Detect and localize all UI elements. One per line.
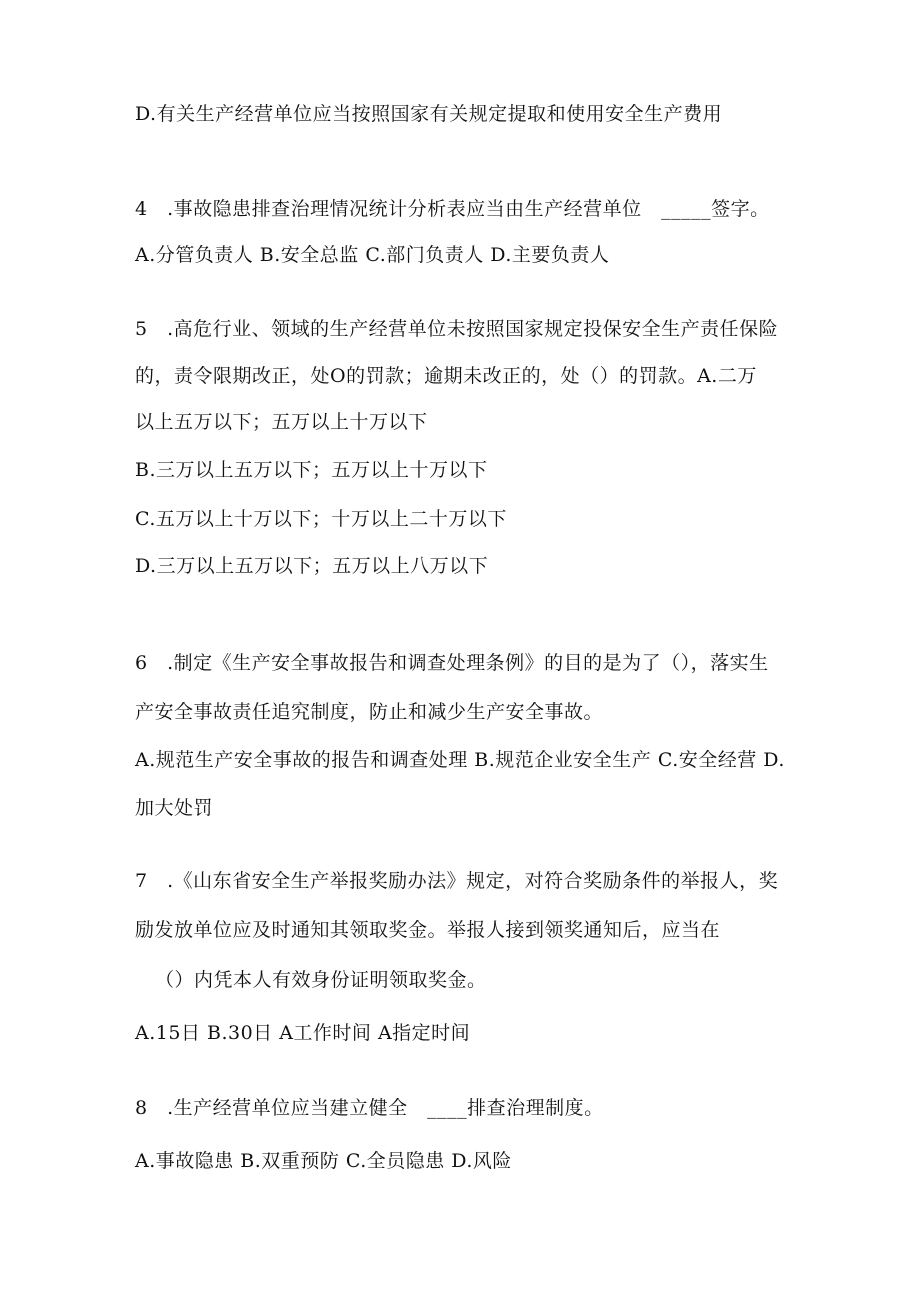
q7-options: A.15日 B.30日 A工作时间 A指定时间: [135, 1022, 471, 1044]
q6-options-line-2: 加大处罚: [135, 797, 214, 819]
q3-option-d: D.有关生产经营单位应当按照国家有关规定提取和使用安全生产费用: [135, 103, 723, 125]
q7-question-line-1: 7 .《山东省安全生产举报奖励办法》规定，对符合奖励条件的举报人，奖: [135, 870, 779, 892]
q6-options-line-1: A.规范生产安全事故的报告和调查处理 B.规范企业安全生产 C.安全经营 D.: [135, 749, 785, 771]
q8-options: A.事故隐患 B.双重预防 C.全员隐患 D.风险: [135, 1150, 512, 1172]
q4-question: 4 .事故隐患排查治理情况统计分析表应当由生产经营单位 _____签字。: [135, 198, 770, 220]
q6-question-line-2: 产安全事故责任追究制度，防止和减少生产安全事故。: [135, 701, 604, 723]
q7-question-line-3: （）内凭本人有效身份证明领取奖金。: [155, 969, 487, 991]
q7-question-line-2: 励发放单位应及时通知其领取奖金。举报人接到领奖通知后，应当在: [135, 919, 721, 941]
q5-option-c: C.五万以上十万以下；十万以上二十万以下: [135, 508, 507, 530]
q8-question: 8 .生产经营单位应当建立健全 ____排查治理制度。: [135, 1097, 604, 1119]
q5-question-line-1: 5 .高危行业、领域的生产经营单位未按照国家规定投保安全生产责任保险: [135, 318, 779, 340]
q5-question-line-3: 以上五万以下；五万以上十万以下: [135, 411, 428, 433]
q6-question-line-1: 6 .制定《生产安全事故报告和调查处理条例》的目的是为了（），落实生: [135, 652, 769, 674]
q4-options: A.分管负责人 B.安全总监 C.部门负责人 D.主要负责人: [135, 244, 610, 266]
q5-question-line-2: 的，责令限期改正，处O的罚款；逾期未改正的，处（）的罚款。A.二万: [135, 365, 757, 387]
q5-option-b: B.三万以上五万以下；五万以上十万以下: [135, 459, 488, 481]
q5-option-d: D.三万以上五万以下；五万以上八万以下: [135, 555, 489, 577]
